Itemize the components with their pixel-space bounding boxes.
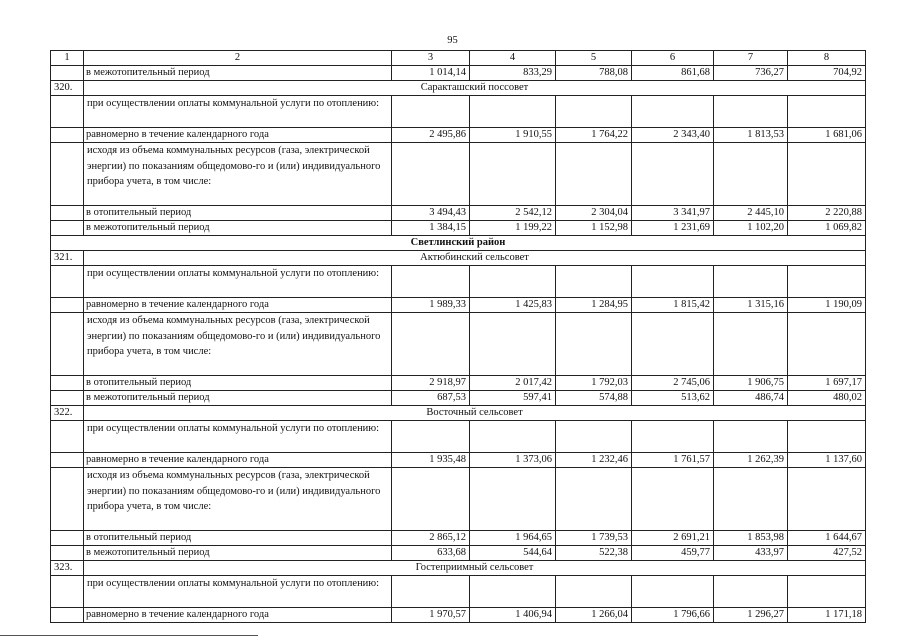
row-description: при осуществлении оплаты коммунальной услуги по отоплению: — [84, 421, 392, 453]
row-label: в межотопительный период — [84, 66, 392, 81]
row-index-cell — [51, 66, 84, 81]
value-cell: 574,88 — [556, 391, 632, 406]
value-cell: 1 989,33 — [392, 298, 470, 313]
value-cell: 1 014,14 — [392, 66, 470, 81]
value-cell: 1 373,06 — [470, 453, 556, 468]
tariff-table — [50, 50, 866, 623]
label-row — [51, 421, 866, 453]
value-cell: 788,08 — [556, 66, 632, 81]
empty-cell — [632, 266, 714, 298]
empty-cell — [788, 576, 866, 608]
value-cell: 1 152,98 — [556, 221, 632, 236]
row-index-cell — [51, 266, 84, 298]
empty-cell — [788, 96, 866, 128]
row-index-cell — [51, 453, 84, 468]
empty-cell — [788, 313, 866, 376]
empty-cell — [392, 143, 470, 206]
empty-cell — [470, 576, 556, 608]
col-header: 3 — [392, 51, 470, 66]
value-cell: 513,62 — [632, 391, 714, 406]
row-index-cell — [51, 206, 84, 221]
row-number: 321. — [51, 251, 84, 266]
value-cell: 633,68 — [392, 546, 470, 561]
empty-cell — [470, 421, 556, 453]
value-cell: 1 199,22 — [470, 221, 556, 236]
empty-cell — [470, 313, 556, 376]
value-cell: 1 315,16 — [714, 298, 788, 313]
empty-cell — [556, 143, 632, 206]
empty-cell — [714, 313, 788, 376]
settlement-name: Гостеприимный сельсовет — [84, 561, 866, 576]
value-cell: 1 644,67 — [788, 531, 866, 546]
value-cell: 1 935,48 — [392, 453, 470, 468]
settlement-row — [51, 81, 866, 96]
row-index-cell — [51, 531, 84, 546]
row-label: в межотопительный период — [84, 221, 392, 236]
row-number: 320. — [51, 81, 84, 96]
empty-cell — [714, 96, 788, 128]
empty-cell — [788, 266, 866, 298]
empty-cell — [470, 468, 556, 531]
value-cell: 736,27 — [714, 66, 788, 81]
value-cell: 2 691,21 — [632, 531, 714, 546]
label-row — [51, 468, 866, 531]
row-description: при осуществлении оплаты коммунальной услуги по отоплению: — [84, 576, 392, 608]
row-label: равномерно в течение календарного года — [84, 453, 392, 468]
value-cell: 1 697,17 — [788, 376, 866, 391]
row-index-cell — [51, 313, 84, 376]
value-cell: 522,38 — [556, 546, 632, 561]
empty-cell — [714, 266, 788, 298]
settlement-row — [51, 561, 866, 576]
label-row — [51, 143, 866, 206]
settlement-row — [51, 406, 866, 421]
col-header: 2 — [84, 51, 392, 66]
row-index-cell — [51, 128, 84, 143]
value-cell: 1 425,83 — [470, 298, 556, 313]
row-label: равномерно в течение календарного года — [84, 298, 392, 313]
empty-cell — [392, 421, 470, 453]
value-cell: 1 910,55 — [470, 128, 556, 143]
row-index-cell — [51, 468, 84, 531]
value-cell: 597,41 — [470, 391, 556, 406]
empty-cell — [556, 468, 632, 531]
empty-cell — [392, 266, 470, 298]
row-index-cell — [51, 576, 84, 608]
col-header: 4 — [470, 51, 556, 66]
value-cell: 1 406,94 — [470, 608, 556, 623]
table-row — [51, 376, 866, 391]
district-row — [51, 236, 866, 251]
settlement-name: Саракташский поссовет — [84, 81, 866, 96]
value-cell: 1 231,69 — [632, 221, 714, 236]
value-cell: 1 296,27 — [714, 608, 788, 623]
value-cell: 459,77 — [632, 546, 714, 561]
value-cell: 1 171,18 — [788, 608, 866, 623]
col-header: 6 — [632, 51, 714, 66]
row-number: 323. — [51, 561, 84, 576]
table-row — [51, 206, 866, 221]
value-cell: 1 190,09 — [788, 298, 866, 313]
empty-cell — [392, 313, 470, 376]
empty-cell — [556, 313, 632, 376]
row-label: в межотопительный период — [84, 391, 392, 406]
value-cell: 1 761,57 — [632, 453, 714, 468]
empty-cell — [632, 143, 714, 206]
row-description: при осуществлении оплаты коммунальной услуги по отоплению: — [84, 266, 392, 298]
table-row — [51, 66, 866, 81]
value-cell: 1 792,03 — [556, 376, 632, 391]
col-header: 1 — [51, 51, 84, 66]
value-cell: 1 266,04 — [556, 608, 632, 623]
table-row — [51, 453, 866, 468]
value-cell: 3 494,43 — [392, 206, 470, 221]
empty-cell — [714, 576, 788, 608]
empty-cell — [788, 421, 866, 453]
value-cell: 1 102,20 — [714, 221, 788, 236]
value-cell: 1 069,82 — [788, 221, 866, 236]
value-cell: 704,92 — [788, 66, 866, 81]
value-cell: 427,52 — [788, 546, 866, 561]
label-row — [51, 576, 866, 608]
empty-cell — [556, 96, 632, 128]
label-row — [51, 266, 866, 298]
value-cell: 1 964,65 — [470, 531, 556, 546]
empty-cell — [714, 143, 788, 206]
empty-cell — [392, 576, 470, 608]
table-row — [51, 391, 866, 406]
page-number: 95 — [447, 35, 458, 46]
value-cell: 1 813,53 — [714, 128, 788, 143]
empty-cell — [632, 96, 714, 128]
value-cell: 1 137,60 — [788, 453, 866, 468]
row-index-cell — [51, 96, 84, 128]
row-index-cell — [51, 546, 84, 561]
value-cell: 486,74 — [714, 391, 788, 406]
row-number: 322. — [51, 406, 84, 421]
value-cell: 433,97 — [714, 546, 788, 561]
value-cell: 1 232,46 — [556, 453, 632, 468]
value-cell: 1 739,53 — [556, 531, 632, 546]
row-index-cell — [51, 376, 84, 391]
value-cell: 2 304,04 — [556, 206, 632, 221]
empty-cell — [470, 143, 556, 206]
row-label: в отопительный период — [84, 531, 392, 546]
row-label: равномерно в течение календарного года — [84, 128, 392, 143]
table-row — [51, 546, 866, 561]
settlement-name: Восточный сельсовет — [84, 406, 866, 421]
empty-cell — [470, 96, 556, 128]
table-row — [51, 531, 866, 546]
empty-cell — [788, 468, 866, 531]
value-cell: 2 220,88 — [788, 206, 866, 221]
settlement-name: Актюбинский сельсовет — [84, 251, 866, 266]
value-cell: 2 495,86 — [392, 128, 470, 143]
value-cell: 1 384,15 — [392, 221, 470, 236]
row-description: исходя из объема коммунальных ресурсов (газа, электрической энергии) по показаниям общедомово-го и (или) индивидуального прибора учета, в том числе: — [84, 468, 392, 531]
row-description: исходя из объема коммунальных ресурсов (газа, электрической энергии) по показаниям общедомово-го и (или) индивидуального прибора учета, в том числе: — [84, 313, 392, 376]
empty-cell — [632, 468, 714, 531]
row-description: исходя из объема коммунальных ресурсов (газа, электрической энергии) по показаниям общедомово-го и (или) индивидуального прибора учета, в том числе: — [84, 143, 392, 206]
empty-cell — [392, 96, 470, 128]
col-header: 8 — [788, 51, 866, 66]
value-cell: 1 681,06 — [788, 128, 866, 143]
row-index-cell — [51, 298, 84, 313]
value-cell: 480,02 — [788, 391, 866, 406]
empty-cell — [714, 421, 788, 453]
row-index-cell — [51, 391, 84, 406]
empty-cell — [556, 266, 632, 298]
row-index-cell — [51, 143, 84, 206]
table-row — [51, 221, 866, 236]
value-cell: 2 343,40 — [632, 128, 714, 143]
empty-cell — [632, 421, 714, 453]
value-cell: 833,29 — [470, 66, 556, 81]
value-cell: 544,64 — [470, 546, 556, 561]
value-cell: 2 745,06 — [632, 376, 714, 391]
value-cell: 1 764,22 — [556, 128, 632, 143]
header-row — [51, 51, 866, 66]
row-label: в отопительный период — [84, 206, 392, 221]
table-row — [51, 128, 866, 143]
row-label: в отопительный период — [84, 376, 392, 391]
value-cell: 2 017,42 — [470, 376, 556, 391]
footnote-divider — [0, 635, 258, 636]
district-name: Светлинский район — [51, 236, 866, 251]
value-cell: 3 341,97 — [632, 206, 714, 221]
row-label: равномерно в течение календарного года — [84, 608, 392, 623]
label-row — [51, 96, 866, 128]
empty-cell — [632, 313, 714, 376]
value-cell: 2 542,12 — [470, 206, 556, 221]
col-header: 5 — [556, 51, 632, 66]
empty-cell — [632, 576, 714, 608]
row-description: при осуществлении оплаты коммунальной услуги по отоплению: — [84, 96, 392, 128]
value-cell: 1 284,95 — [556, 298, 632, 313]
row-index-cell — [51, 608, 84, 623]
value-cell: 2 918,97 — [392, 376, 470, 391]
table-row — [51, 608, 866, 623]
label-row — [51, 313, 866, 376]
value-cell: 1 970,57 — [392, 608, 470, 623]
settlement-row — [51, 251, 866, 266]
empty-cell — [556, 421, 632, 453]
row-index-cell — [51, 421, 84, 453]
value-cell: 2 445,10 — [714, 206, 788, 221]
empty-cell — [392, 468, 470, 531]
value-cell: 1 262,39 — [714, 453, 788, 468]
value-cell: 1 906,75 — [714, 376, 788, 391]
empty-cell — [714, 468, 788, 531]
value-cell: 861,68 — [632, 66, 714, 81]
row-index-cell — [51, 221, 84, 236]
value-cell: 1 796,66 — [632, 608, 714, 623]
value-cell: 1 853,98 — [714, 531, 788, 546]
col-header: 7 — [714, 51, 788, 66]
empty-cell — [470, 266, 556, 298]
value-cell: 2 865,12 — [392, 531, 470, 546]
value-cell: 1 815,42 — [632, 298, 714, 313]
table-row — [51, 298, 866, 313]
empty-cell — [556, 576, 632, 608]
value-cell: 687,53 — [392, 391, 470, 406]
row-label: в межотопительный период — [84, 546, 392, 561]
empty-cell — [788, 143, 866, 206]
